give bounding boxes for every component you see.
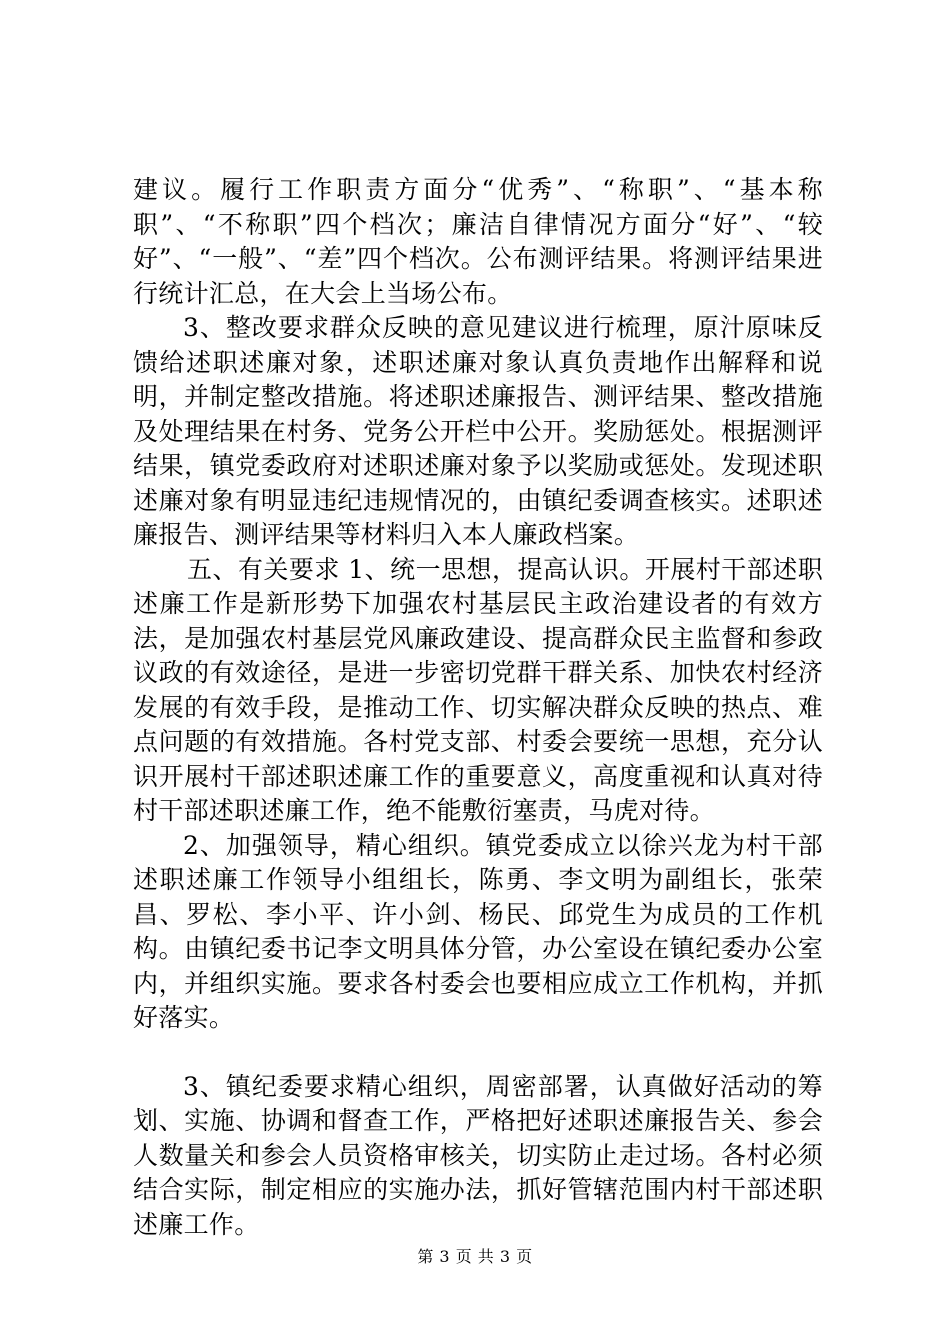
paragraph-discipline-committee: 3、镇纪委要求精心组织，周密部署，认真做好活动的筹划、实施、协调和督查工作，严格把好述职述廉报告关、参会人数量关和参会人员资格审核关，切实防止走过场。各村必须结合实际，制定相应的实施办法，抓好管辖范围内村干部述职述廉工作。 xyxy=(133,1071,823,1239)
page-footer: 第 3 页 共 3 页 xyxy=(417,1247,533,1266)
document-body xyxy=(133,173,823,1242)
paragraph-evaluation-grades: 建议。履行工作职责方面分“优秀”、“称职”、“基本称职”、“不称职”四个档次；廉洁自律情况方面分“好”、“较好”、“一般”、“差”四个档次。公布测评结果。将测评结果进行统计汇总，在大会上当场公布。 xyxy=(133,175,823,308)
paragraph-rectification: 3、整改要求群众反映的意见建议进行梳理，原汁原味反馈给述职述廉对象，述职述廉对象认真负责地作出解释和说明，并制定整改措施。将述职述廉报告、测评结果、整改措施及处理结果在村务、党务公开栏中公开。奖励惩处。根据测评结果，镇党委政府对述职述廉对象予以奖励或惩处。发现述职述廉对象有明显违纪违规情况的，由镇纪委调查核实。述职述廉报告、测评结果等材料归入本人廉政档案。 xyxy=(133,313,823,549)
paragraph-requirements-unify-thinking: 五、有关要求 1、统一思想，提高认识。开展村干部述职述廉工作是新形势下加强农村基层民主政治建设者的有效方法，是加强农村基层党风廉政建设、提高群众民主监督和参政议政的有效途径，是进一步密切党群干群关系、加快农村经济发展的有效手段，是推动工作、切实解决群众反映的热点、难点问题的有效措施。各村党支部、村委会要统一思想，充分认识开展村干部述职述廉工作的重要意义，高度重视和认真对待村干部述职述廉工作，绝不能敷衍塞责，马虎对待。 xyxy=(133,554,823,825)
paragraph-leadership-organization: 2、加强领导，精心组织。镇党委成立以徐兴龙为村干部述职述廉工作领导小组组长，陈勇、李文明为副组长，张荣昌、罗松、李小平、许小剑、杨民、邱党生为成员的工作机构。由镇纪委书记李文明具体分管，办公室设在镇纪委办公室内，并组织实施。要求各村委会也要相应成立工作机构，并抓好落实。 xyxy=(133,830,823,1032)
